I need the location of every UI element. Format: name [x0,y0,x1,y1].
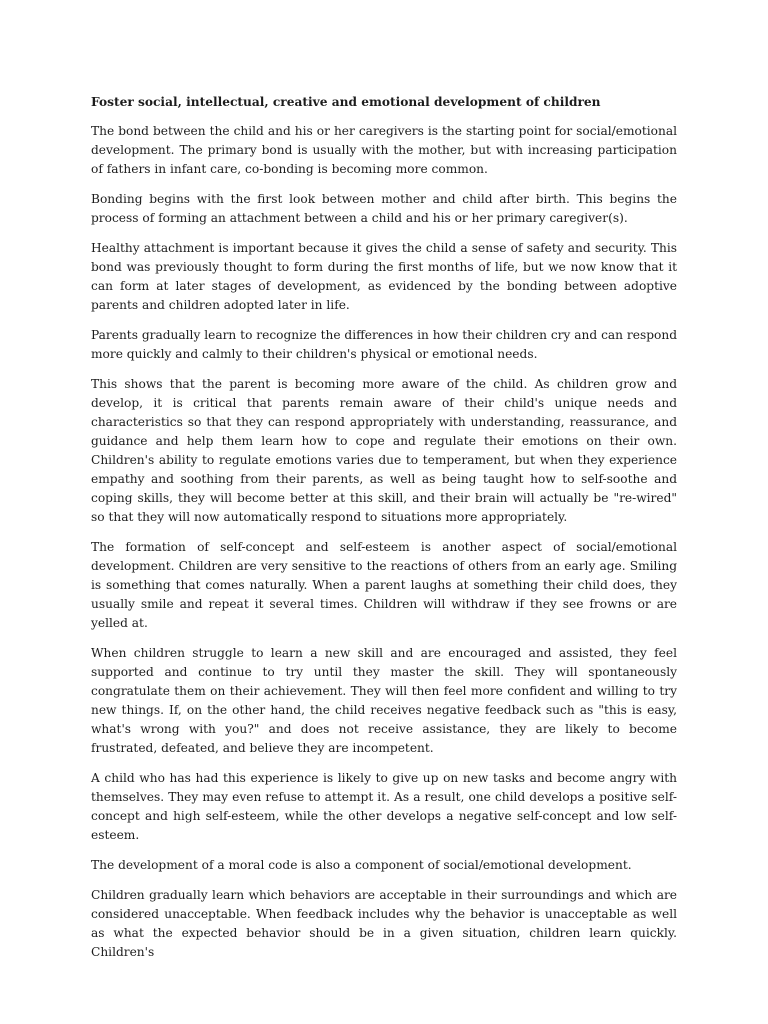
paragraph-3: Healthy attachment is important because it gives the child a sense of safety and security. This bond was previously thought to form during the first months of life, but we now know that it can form at later stages of development, as evidenced by the bonding between adoptive parents and children adopted later in life. [91,241,677,312]
paragraph-10: Children gradually learn which behaviors are acceptable in their surroundings and which are considered unacceptable. When feedback includes why the behavior is unacceptable as well as what the expected behavior should be in a given situation, children learn quickly. Children's [91,888,677,959]
paragraph-9: The development of a moral code is also a component of social/emotional development. [91,858,632,872]
paragraph-5: This shows that the parent is becoming more aware of the child. As children grow and develop, it is critical that parents remain aware of their child's unique needs and characteristics so that they can respond appropriately with understanding, reassurance, and guidance and help them learn how to cope and regulate their emotions on their own. Children's ability to regulate emotions varies due to temperament, but when they experience empathy and soothing from their parents, as well as being taught how to self-soothe and coping skills, they will become better at this skill, and their brain will actually be "re-wired" so that they will now automatically respond to situations more appropriately. [91,377,677,524]
paragraph-7: When children struggle to learn a new skill and are encouraged and assisted, they feel supported and continue to try until they master the skill. They will spontaneously congratulate them on their achievement. They will then feel more confident and willing to try new things. If, on the other hand, the child receives negative feedback such as "this is easy, what's wrong with you?" and does not receive assistance, they are likely to become frustrated, defeated, and believe they are incompetent. [91,646,677,755]
document-page [91,93,677,973]
paragraph-4: Parents gradually learn to recognize the differences in how their children cry and can respond more quickly and calmly to their children's physical or emotional needs. [91,328,677,361]
paragraph-8: A child who has had this experience is likely to give up on new tasks and become angry with themselves. They may even refuse to attempt it. As a result, one child develops a positive self-concept and high self-esteem, while the other develops a negative self-concept and low self-esteem. [91,771,677,842]
document-title: Foster social, intellectual, creative and emotional development of children [91,95,601,109]
paragraph-6: The formation of self-concept and self-esteem is another aspect of social/emotional development. Children are very sensitive to the reactions of others from an early age. Smiling is something that comes naturally. When a parent laughs at something their child does, they usually smile and repeat it several times. Children will withdraw if they see frowns or are yelled at. [91,540,677,630]
paragraph-1: The bond between the child and his or her caregivers is the starting point for social/emotional development. The primary bond is usually with the mother, but with increasing participation of fathers in infant care, co-bonding is becoming more common. [91,124,677,176]
paragraph-2: Bonding begins with the first look between mother and child after birth. This begins the process of forming an attachment between a child and his or her primary caregiver(s). [91,192,677,225]
